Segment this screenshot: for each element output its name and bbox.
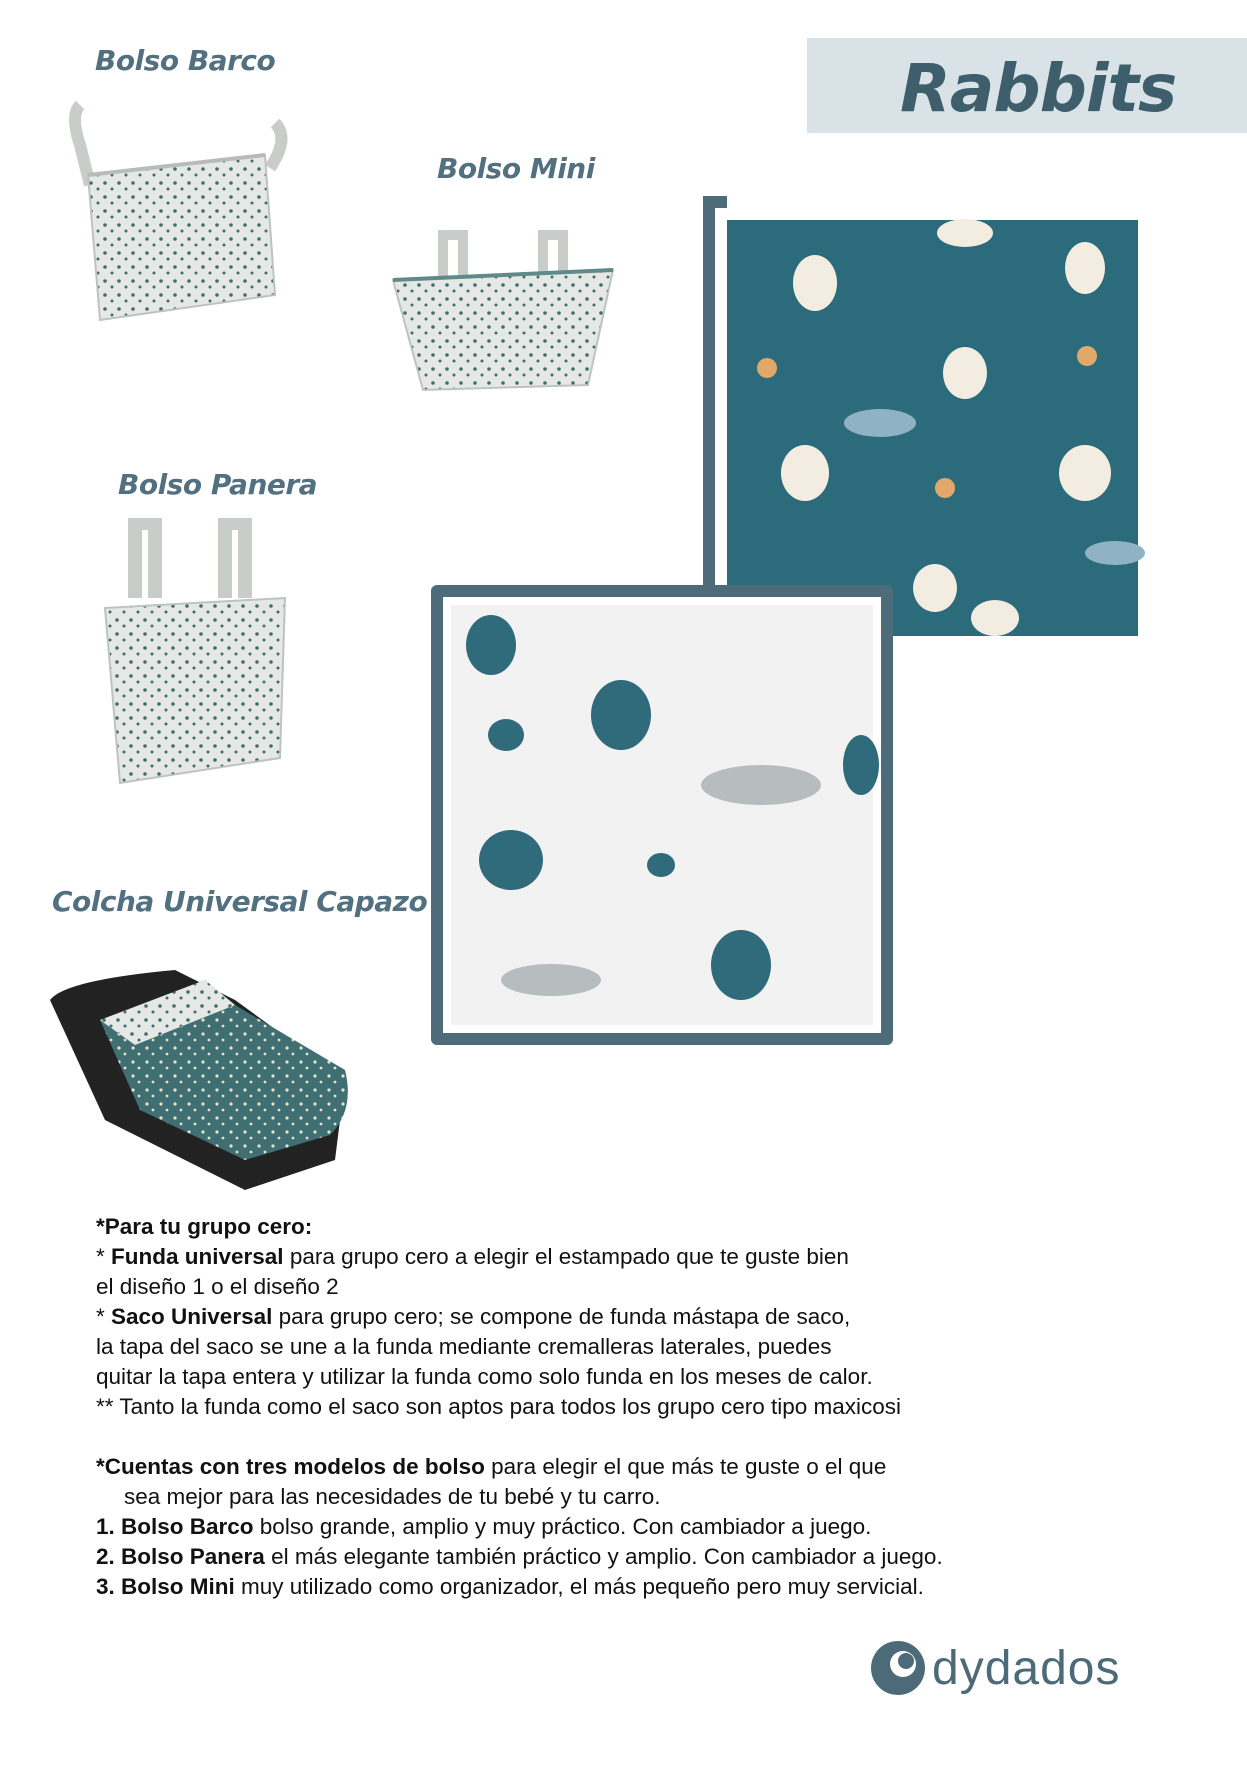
fabric-sample-rabbits-teal xyxy=(715,208,1150,648)
funda-universal-bold: Funda universal xyxy=(111,1244,284,1269)
list-item-2: 2. Bolso Panera el más elegante también práctico y amplio. Con cambiador a juego. xyxy=(96,1544,943,1569)
saco-line-3: quitar la tapa entera y utilizar la funda como solo funda en los meses de calor. xyxy=(96,1364,873,1389)
heading-grupo-cero: *Para tu grupo cero: xyxy=(96,1214,313,1239)
description: *Para tu grupo cero: * Funda universal para grupo cero a elegir el estampado que te guste bien el diseño 1 o el diseño 2 * Saco Universal para grupo cero; se compone de funda mástapa de saco, la tapa del saco se une a la funda mediante cremalleras laterales, puedes quitar la tapa entera y utilizar la funda como solo funda en los meses de calor. ** Tanto la funda como el saco son aptos para todos los grupo cero tipo maxicosi *Cuentas con tres modelos de bolso para elegir el que más te guste o el que sea mejor para las necesidades de tu bebé y tu carro. 1. Bolso Barco bolso grande, amplio y muy práctico. Con cambiador a juego. 2. Bolso Panera el más elegante también práctico y amplio. Con cambiador a juego. 3. Bolso Mini muy utilizado como organizador, el más pequeño pero muy servicial. xyxy=(96,1212,1056,1602)
brand-name: dydados xyxy=(932,1641,1121,1695)
maxicosi-note: ** Tanto la funda como el saco son aptos para todos los grupo cero tipo maxicosi xyxy=(96,1394,902,1419)
dydados-logo-icon xyxy=(870,1640,926,1696)
brand-logo xyxy=(870,1640,1120,1696)
label-bolso-panera: Bolso Panera xyxy=(118,468,318,501)
saco-universal-bold: Saco Universal xyxy=(111,1304,273,1329)
bolsos-heading-bold: *Cuentas con tres modelos de bolso xyxy=(96,1454,485,1479)
list-item-1: 1. Bolso Barco bolso grande, amplio y muy práctico. Con cambiador a juego. xyxy=(96,1514,872,1539)
funda-line-2: el diseño 1 o el diseño 2 xyxy=(96,1274,339,1299)
page-title: Rabbits xyxy=(900,50,1177,127)
bolso-panera-image xyxy=(100,518,290,788)
label-bolso-mini: Bolso Mini xyxy=(437,152,595,185)
label-bolso-barco: Bolso Barco xyxy=(95,44,276,77)
list-item-3: 3. Bolso Mini muy utilizado como organizador, el más pequeño pero muy servicial. xyxy=(96,1574,924,1599)
colcha-capazo-image xyxy=(45,960,365,1190)
bolsos-line-2: sea mejor para las necesidades de tu bebé y tu carro. xyxy=(124,1484,661,1509)
saco-line-2: la tapa del saco se une a la funda mediante cremalleras laterales, puedes xyxy=(96,1334,832,1359)
bolso-barco-image xyxy=(60,95,300,335)
label-colcha-universal-capazo: Colcha Universal Capazo xyxy=(52,885,428,918)
bolso-mini-image xyxy=(388,225,623,395)
fabric-sample-rabbits-white xyxy=(431,585,893,1045)
